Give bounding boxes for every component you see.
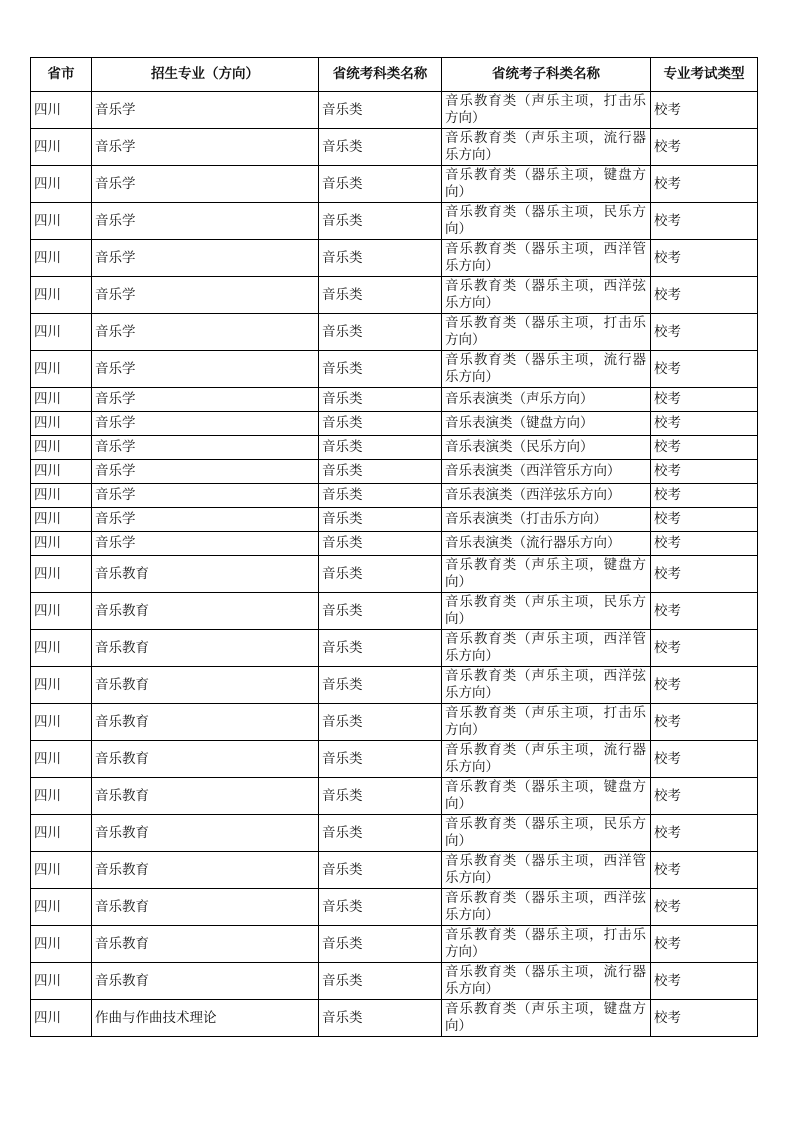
cell-major: 音乐学	[92, 436, 319, 460]
cell-province: 四川	[31, 630, 92, 667]
table-row	[31, 815, 758, 852]
cell-subcategory: 音乐教育类（器乐主项，西洋管乐方向）	[442, 240, 651, 277]
cell-exam-type: 校考	[651, 351, 758, 388]
cell-province: 四川	[31, 556, 92, 593]
cell-major: 音乐学	[92, 508, 319, 532]
cell-major: 音乐教育	[92, 667, 319, 704]
cell-subcategory: 音乐教育类（器乐主项，打击乐方向）	[442, 314, 651, 351]
cell-exam-type: 校考	[651, 388, 758, 412]
cell-exam-type: 校考	[651, 889, 758, 926]
cell-province: 四川	[31, 203, 92, 240]
header-exam-type: 专业考试类型	[651, 58, 758, 92]
cell-subcategory: 音乐教育类（器乐主项，键盘方向）	[442, 166, 651, 203]
table-row	[31, 508, 758, 532]
cell-subcategory: 音乐表演类（流行器乐方向）	[442, 532, 651, 556]
table-row	[31, 166, 758, 203]
table-row	[31, 460, 758, 484]
cell-province: 四川	[31, 166, 92, 203]
cell-exam-type: 校考	[651, 963, 758, 1000]
cell-exam-type: 校考	[651, 166, 758, 203]
table-row	[31, 277, 758, 314]
cell-subcategory: 音乐表演类（键盘方向）	[442, 412, 651, 436]
cell-province: 四川	[31, 1000, 92, 1037]
cell-category: 音乐类	[319, 778, 442, 815]
cell-subcategory: 音乐教育类（器乐主项，西洋管乐方向）	[442, 852, 651, 889]
table-row	[31, 741, 758, 778]
cell-category: 音乐类	[319, 852, 442, 889]
cell-major: 音乐教育	[92, 889, 319, 926]
cell-subcategory: 音乐教育类（声乐主项，西洋管乐方向）	[442, 630, 651, 667]
cell-subcategory: 音乐表演类（西洋弦乐方向）	[442, 484, 651, 508]
table-row	[31, 92, 758, 129]
cell-subcategory: 音乐教育类（声乐主项，流行器乐方向）	[442, 129, 651, 166]
cell-major: 音乐学	[92, 129, 319, 166]
cell-category: 音乐类	[319, 166, 442, 203]
cell-subcategory: 音乐教育类（器乐主项，键盘方向）	[442, 778, 651, 815]
cell-exam-type: 校考	[651, 508, 758, 532]
cell-exam-type: 校考	[651, 926, 758, 963]
cell-subcategory: 音乐表演类（打击乐方向）	[442, 508, 651, 532]
table-row	[31, 852, 758, 889]
cell-subcategory: 音乐表演类（西洋管乐方向）	[442, 460, 651, 484]
table-row	[31, 129, 758, 166]
header-row	[31, 58, 758, 92]
admissions-table	[30, 57, 758, 1037]
table-body	[31, 92, 758, 1037]
table-row	[31, 963, 758, 1000]
cell-province: 四川	[31, 963, 92, 1000]
cell-major: 音乐学	[92, 351, 319, 388]
cell-province: 四川	[31, 704, 92, 741]
cell-province: 四川	[31, 351, 92, 388]
table-row	[31, 778, 758, 815]
cell-exam-type: 校考	[651, 741, 758, 778]
cell-major: 音乐学	[92, 388, 319, 412]
cell-exam-type: 校考	[651, 314, 758, 351]
table-row	[31, 704, 758, 741]
cell-province: 四川	[31, 412, 92, 436]
cell-exam-type: 校考	[651, 593, 758, 630]
cell-subcategory: 音乐教育类（器乐主项，西洋弦乐方向）	[442, 277, 651, 314]
cell-province: 四川	[31, 436, 92, 460]
cell-major: 音乐教育	[92, 741, 319, 778]
cell-province: 四川	[31, 778, 92, 815]
cell-province: 四川	[31, 508, 92, 532]
cell-subcategory: 音乐教育类（声乐主项，流行器乐方向）	[442, 741, 651, 778]
cell-category: 音乐类	[319, 926, 442, 963]
cell-province: 四川	[31, 277, 92, 314]
cell-subcategory: 音乐教育类（声乐主项，打击乐方向）	[442, 92, 651, 129]
cell-exam-type: 校考	[651, 436, 758, 460]
cell-category: 音乐类	[319, 667, 442, 704]
cell-subcategory: 音乐教育类（器乐主项，打击乐方向）	[442, 926, 651, 963]
cell-province: 四川	[31, 741, 92, 778]
cell-province: 四川	[31, 314, 92, 351]
cell-exam-type: 校考	[651, 815, 758, 852]
cell-category: 音乐类	[319, 240, 442, 277]
cell-exam-type: 校考	[651, 484, 758, 508]
table-row	[31, 532, 758, 556]
cell-major: 音乐学	[92, 166, 319, 203]
cell-province: 四川	[31, 815, 92, 852]
cell-exam-type: 校考	[651, 460, 758, 484]
cell-subcategory: 音乐表演类（民乐方向）	[442, 436, 651, 460]
table-row	[31, 667, 758, 704]
table-row	[31, 593, 758, 630]
cell-exam-type: 校考	[651, 852, 758, 889]
cell-category: 音乐类	[319, 741, 442, 778]
cell-major: 音乐教育	[92, 815, 319, 852]
table-row	[31, 556, 758, 593]
cell-province: 四川	[31, 388, 92, 412]
cell-subcategory: 音乐教育类（声乐主项，键盘方向）	[442, 1000, 651, 1037]
cell-exam-type: 校考	[651, 92, 758, 129]
cell-exam-type: 校考	[651, 556, 758, 593]
cell-province: 四川	[31, 92, 92, 129]
cell-category: 音乐类	[319, 388, 442, 412]
cell-major: 音乐教育	[92, 852, 319, 889]
cell-category: 音乐类	[319, 436, 442, 460]
table-row	[31, 351, 758, 388]
cell-category: 音乐类	[319, 532, 442, 556]
cell-subcategory: 音乐教育类（声乐主项，西洋弦乐方向）	[442, 667, 651, 704]
cell-exam-type: 校考	[651, 277, 758, 314]
cell-major: 音乐学	[92, 484, 319, 508]
cell-category: 音乐类	[319, 412, 442, 436]
cell-major: 音乐教育	[92, 778, 319, 815]
cell-category: 音乐类	[319, 1000, 442, 1037]
table-row	[31, 889, 758, 926]
cell-major: 音乐学	[92, 277, 319, 314]
cell-province: 四川	[31, 240, 92, 277]
cell-province: 四川	[31, 532, 92, 556]
header-major: 招生专业（方向）	[92, 58, 319, 92]
table-row	[31, 412, 758, 436]
cell-province: 四川	[31, 667, 92, 704]
cell-province: 四川	[31, 484, 92, 508]
cell-exam-type: 校考	[651, 532, 758, 556]
cell-exam-type: 校考	[651, 667, 758, 704]
header-province: 省市	[31, 58, 92, 92]
cell-category: 音乐类	[319, 704, 442, 741]
table-row	[31, 630, 758, 667]
table-row	[31, 240, 758, 277]
cell-category: 音乐类	[319, 92, 442, 129]
cell-category: 音乐类	[319, 593, 442, 630]
cell-major: 音乐学	[92, 412, 319, 436]
cell-major: 音乐学	[92, 92, 319, 129]
cell-major: 音乐学	[92, 314, 319, 351]
cell-subcategory: 音乐表演类（声乐方向）	[442, 388, 651, 412]
cell-subcategory: 音乐教育类（器乐主项，流行器乐方向）	[442, 351, 651, 388]
cell-exam-type: 校考	[651, 129, 758, 166]
cell-major: 音乐学	[92, 460, 319, 484]
cell-category: 音乐类	[319, 963, 442, 1000]
cell-exam-type: 校考	[651, 778, 758, 815]
cell-exam-type: 校考	[651, 203, 758, 240]
header-category: 省统考科类名称	[319, 58, 442, 92]
cell-exam-type: 校考	[651, 1000, 758, 1037]
cell-major: 音乐教育	[92, 704, 319, 741]
cell-category: 音乐类	[319, 314, 442, 351]
cell-province: 四川	[31, 129, 92, 166]
cell-subcategory: 音乐教育类（声乐主项，打击乐方向）	[442, 704, 651, 741]
table-row	[31, 484, 758, 508]
cell-province: 四川	[31, 889, 92, 926]
cell-major: 音乐学	[92, 203, 319, 240]
cell-major: 作曲与作曲技术理论	[92, 1000, 319, 1037]
cell-major: 音乐教育	[92, 593, 319, 630]
table-row	[31, 926, 758, 963]
cell-category: 音乐类	[319, 508, 442, 532]
cell-category: 音乐类	[319, 630, 442, 667]
cell-major: 音乐教育	[92, 630, 319, 667]
cell-subcategory: 音乐教育类（声乐主项，键盘方向）	[442, 556, 651, 593]
table-header	[31, 58, 758, 92]
cell-exam-type: 校考	[651, 630, 758, 667]
cell-category: 音乐类	[319, 889, 442, 926]
cell-subcategory: 音乐教育类（器乐主项，西洋弦乐方向）	[442, 889, 651, 926]
cell-category: 音乐类	[319, 556, 442, 593]
cell-subcategory: 音乐教育类（器乐主项，流行器乐方向）	[442, 963, 651, 1000]
cell-category: 音乐类	[319, 351, 442, 388]
cell-subcategory: 音乐教育类（器乐主项，民乐方向）	[442, 203, 651, 240]
cell-province: 四川	[31, 926, 92, 963]
table-row	[31, 203, 758, 240]
cell-major: 音乐教育	[92, 556, 319, 593]
cell-category: 音乐类	[319, 460, 442, 484]
cell-major: 音乐学	[92, 532, 319, 556]
cell-exam-type: 校考	[651, 704, 758, 741]
cell-province: 四川	[31, 460, 92, 484]
cell-subcategory: 音乐教育类（器乐主项，民乐方向）	[442, 815, 651, 852]
cell-major: 音乐学	[92, 240, 319, 277]
cell-major: 音乐教育	[92, 926, 319, 963]
cell-category: 音乐类	[319, 277, 442, 314]
cell-exam-type: 校考	[651, 412, 758, 436]
cell-category: 音乐类	[319, 129, 442, 166]
table-row	[31, 314, 758, 351]
cell-category: 音乐类	[319, 815, 442, 852]
table-row	[31, 436, 758, 460]
table-row	[31, 1000, 758, 1037]
header-subcategory: 省统考子科类名称	[442, 58, 651, 92]
table-row	[31, 388, 758, 412]
cell-province: 四川	[31, 852, 92, 889]
cell-province: 四川	[31, 593, 92, 630]
cell-subcategory: 音乐教育类（声乐主项，民乐方向）	[442, 593, 651, 630]
cell-major: 音乐教育	[92, 963, 319, 1000]
cell-exam-type: 校考	[651, 240, 758, 277]
cell-category: 音乐类	[319, 203, 442, 240]
cell-category: 音乐类	[319, 484, 442, 508]
